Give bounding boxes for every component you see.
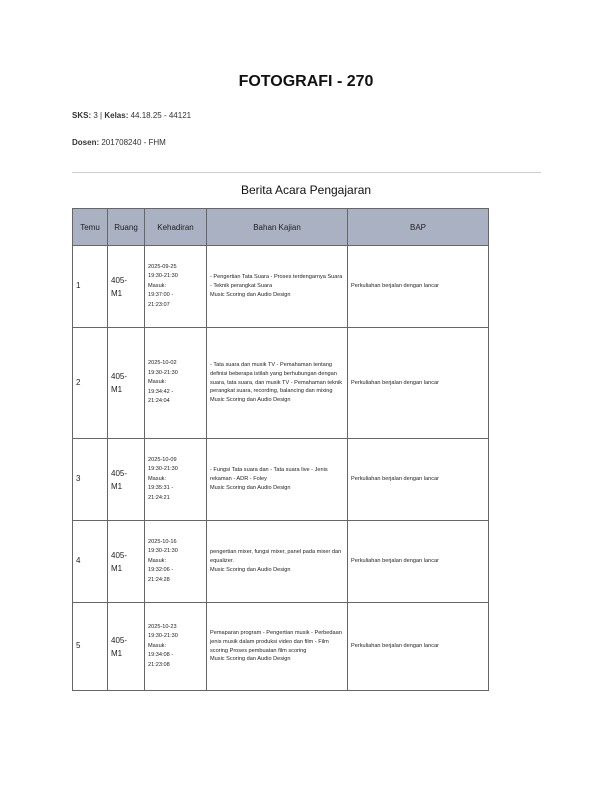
teaching-record-table <box>72 208 489 691</box>
header-bap: BAP <box>348 209 489 246</box>
table-row <box>73 328 489 439</box>
dosen-label: Dosen: <box>72 138 100 147</box>
course-info-line <box>72 111 191 120</box>
dosen-value: 201708240 - FHM <box>101 138 166 147</box>
header-ruang: Ruang <box>108 209 145 246</box>
sks-label: SKS: <box>72 111 92 120</box>
cell-bap: Perkuliahan berjalan dengan lancar <box>348 246 489 328</box>
cell-temu: 5 <box>73 603 108 691</box>
section-title: Berita Acara Pengajaran <box>240 183 372 197</box>
cell-bahan-kajian: - Fungsi Tata suara dan - Tata suara live - Jenis rekaman - ADR - Foley Music Scoring dan Audio Design <box>207 439 348 521</box>
lecturer-line <box>72 138 166 147</box>
cell-bap: Perkuliahan berjalan dengan lancar <box>348 603 489 691</box>
cell-kehadiran: 2025-10-09 19:30-21:30 Masuk: 19:35:31 - 21:24:21 <box>145 439 207 521</box>
cell-temu: 1 <box>73 246 108 328</box>
divider <box>72 172 541 173</box>
cell-kehadiran: 2025-10-02 19:30-21:30 Masuk: 19:34:42 - 21:24:04 <box>145 328 207 439</box>
cell-ruang <box>108 521 145 603</box>
table-row <box>73 521 489 603</box>
room-text: 405- M1 <box>111 468 128 491</box>
sks-value: 3 <box>93 111 98 120</box>
room-text: 405- M1 <box>111 550 128 573</box>
cell-temu: 3 <box>73 439 108 521</box>
cell-kehadiran: 2025-10-16 19:30-21:30 Masuk: 19:32:06 - 21:24:28 <box>145 521 207 603</box>
cell-temu: 2 <box>73 328 108 439</box>
cell-bap: Perkuliahan berjalan dengan lancar <box>348 328 489 439</box>
cell-bahan-kajian: pengertian mixer, fungsi mixer, panel pada mixer dan equalizer. Music Scoring dan Audio Design <box>207 521 348 603</box>
room-text: 405- M1 <box>111 372 128 394</box>
cell-kehadiran: 2025-09-25 19:30-21:30 Masuk: 19:37:00 - 21:23:07 <box>145 246 207 328</box>
header-kehadiran: Kehadiran <box>145 209 207 246</box>
kelas-label: Kelas: <box>104 111 129 120</box>
table-row <box>73 439 489 521</box>
table-row <box>73 603 489 691</box>
header-bahan-kajian: Bahan Kajian <box>207 209 348 246</box>
cell-temu: 4 <box>73 521 108 603</box>
cell-ruang <box>108 246 145 328</box>
kelas-value: 44.18.25 - 44121 <box>130 111 192 120</box>
cell-bap: Perkuliahan berjalan dengan lancar <box>348 439 489 521</box>
separator: | <box>100 111 103 120</box>
cell-kehadiran: 2025-10-23 19:30-21:30 Masuk: 19:34:08 - 21:23:08 <box>145 603 207 691</box>
course-title: FOTOGRAFI - 270 <box>238 73 374 90</box>
cell-bahan-kajian: Pemaparan program - Pengertian musik - Perbedaan jenis musik dalam produksi video dan film - Film scoring Proses pembuatan film scoring Music Scoring dan Audio Design <box>207 603 348 691</box>
cell-ruang <box>108 603 145 691</box>
cell-ruang <box>108 328 145 439</box>
cell-ruang <box>108 439 145 521</box>
room-text: 405- M1 <box>111 275 128 298</box>
cell-bap: Perkuliahan berjalan dengan lancar <box>348 521 489 603</box>
cell-bahan-kajian: - Tata suara dan musik TV - Pemahaman tentang definisi beberapa istilah yang berhubungan dengan suara, tata suara, dan musik TV - Pemahaman teknik perangkat suara, recording, balancing dan mixing Music Scoring dan Audio Design <box>207 328 348 439</box>
table-row <box>73 246 489 328</box>
header-temu: Temu <box>73 209 108 246</box>
room-text: 405- M1 <box>111 635 128 658</box>
table-header-row <box>73 209 489 246</box>
cell-bahan-kajian: - Pengertian Tata Suara - Proses terdengarnya Suara - Teknik perangkat Suara Music Scoring dan Audio Design <box>207 246 348 328</box>
